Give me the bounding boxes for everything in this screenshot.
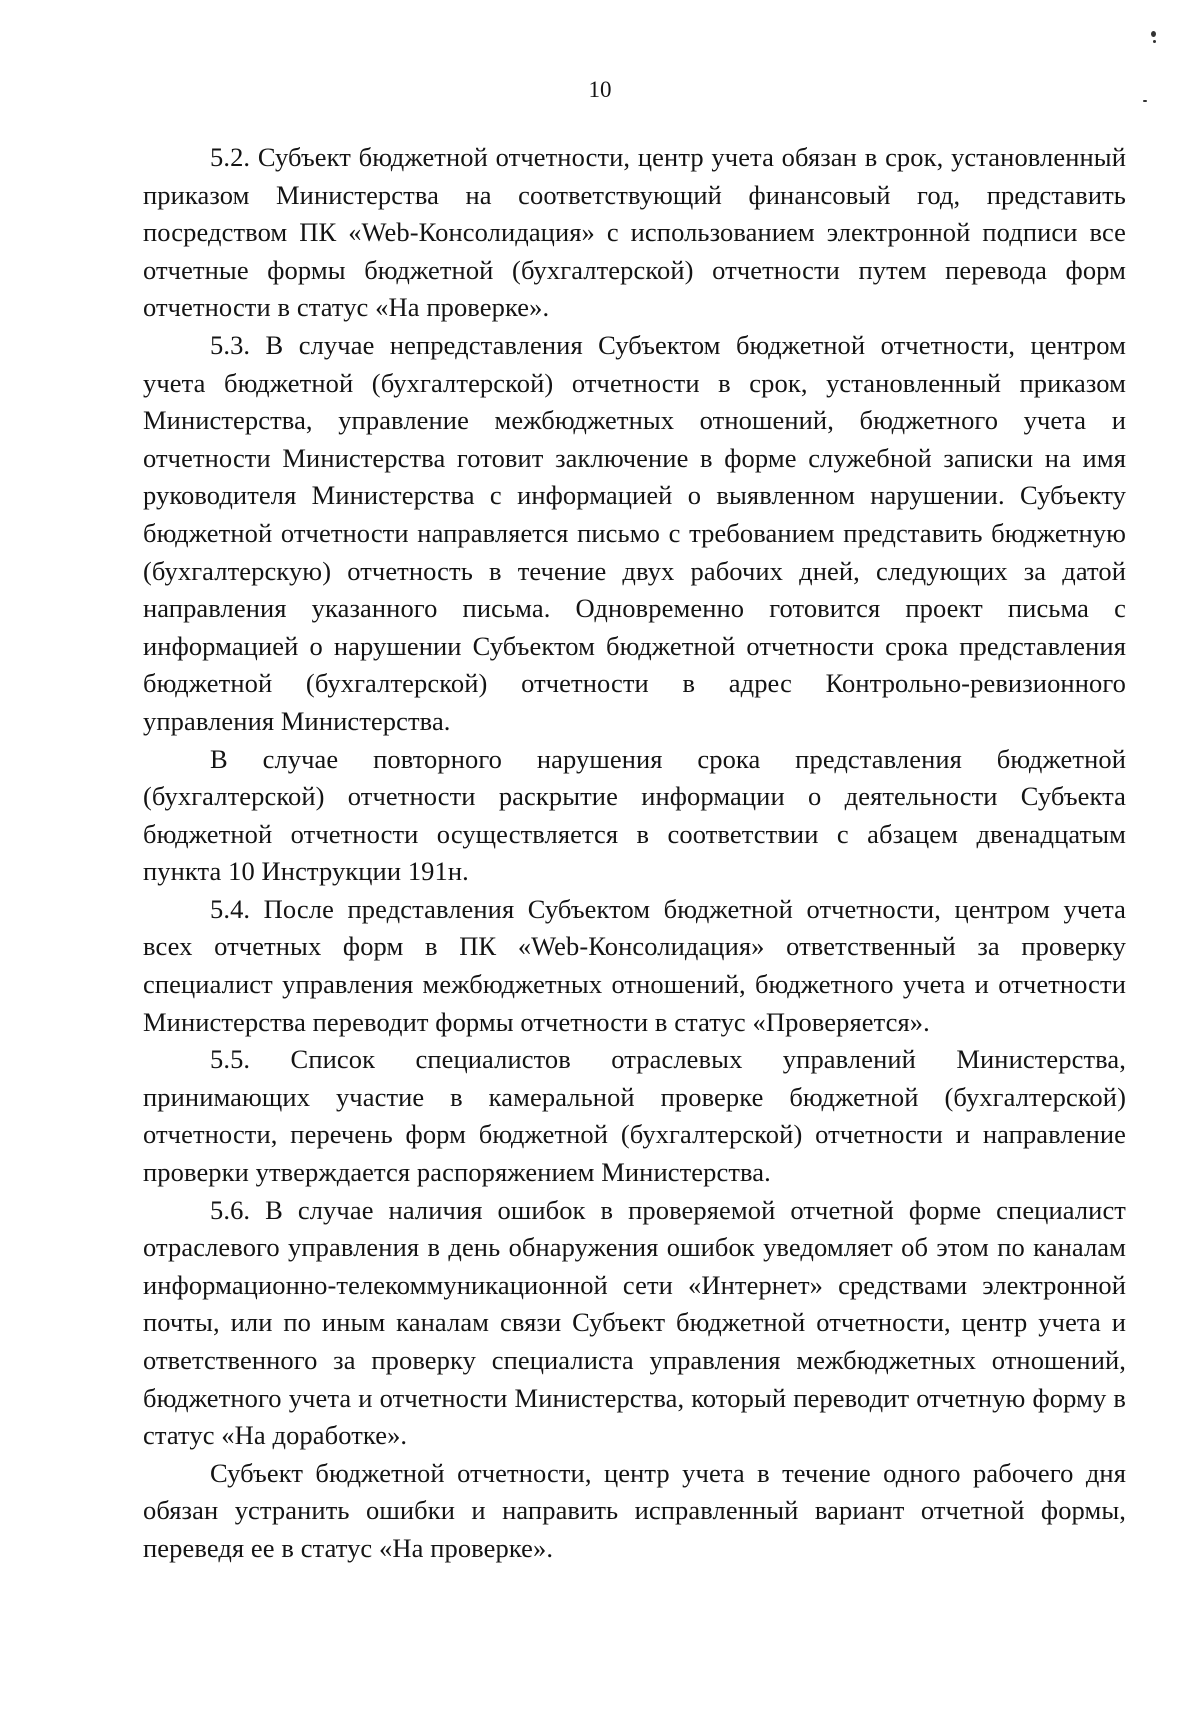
document-body <box>143 139 1126 1568</box>
paragraph-5-6: 5.6. В случае наличия ошибок в проверяемой отчетной форме специалист отраслевого управления в день обнаружения ошибок уведомляет об этом по каналам информационно-телекоммуникационной сети «Интернет» средствами электронной почты, или по иным каналам связи Субъект бюджетной отчетности, центр учета и ответственного за проверку специалиста управления межбюджетных отношений, бюджетного учета и отчетности Министерства, который переводит отчетную форму в статус «На доработке». <box>143 1194 1126 1451</box>
paragraph-5-5: 5.5. Список специалистов отраслевых управлений Министерства, принимающих участие в камеральной проверке бюджетной (бухгалтерской) отчетности, перечень форм бюджетной (бухгалтерской) отчетности и направление проверки утверждается распоряжением Министерства. <box>143 1044 1126 1188</box>
paragraph-5-2: 5.2. Субъект бюджетной отчетности, центр учета обязан в срок, установленный приказом Министерства на соответствующий финансовый год, представить посредством ПК «Web-Консолидация» с использованием электронной подписи все отчетные формы бюджетной (бухгалтерской) отчетности путем перевода форм отчетности в статус «На проверке». <box>143 142 1126 323</box>
paragraph-5-3: 5.3. В случае непредставления Субъектом бюджетной отчетности, центром учета бюджетной (бухгалтерской) отчетности в срок, установленный приказом Министерства, управление межбюджетных отношений, бюджетного учета и отчетности Министерства готовит заключение в форме служебной записки на имя руководителя Министерства с информацией о выявленном нарушении. Субъекту бюджетной отчетности направляется письмо с требованием представить бюджетную (бухгалтерскую) отчетность в течение двух рабочих дней, следующих за датой направления указанного письма. Одновременно готовится проект письма с информацией о нарушении Субъектом бюджетной отчетности срока представления бюджетной (бухгалтерской) отчетности в адрес Контрольно-ревизионного управления Министерства. <box>143 329 1126 736</box>
paragraph-repeated-violation: В случае повторного нарушения срока представления бюджетной (бухгалтерской) отчетности раскрытие информации о деятельности Субъекта бюджетной отчетности осуществляется в соответствии с абзацем двенадцатым пункта 10 Инструкции 191н. <box>143 743 1126 887</box>
paragraph-5-4: 5.4. После представления Субъектом бюджетной отчетности, центром учета всех отчетных форм в ПК «Web-Консолидация» ответственный за проверку специалист управления межбюджетных отношений, бюджетного учета и отчетности Министерства переводит формы отчетности в статус «Проверяется». <box>143 893 1126 1037</box>
page-number: 10 <box>588 77 612 102</box>
scan-speck <box>1151 31 1156 37</box>
scan-speck <box>1153 40 1156 43</box>
paragraph-correction-deadline: Субъект бюджетной отчетности, центр учета в течение одного рабочего дня обязан устранить ошибки и направить исправленный вариант отчетной формы, переведя ее в статус «На проверке». <box>143 1457 1126 1563</box>
